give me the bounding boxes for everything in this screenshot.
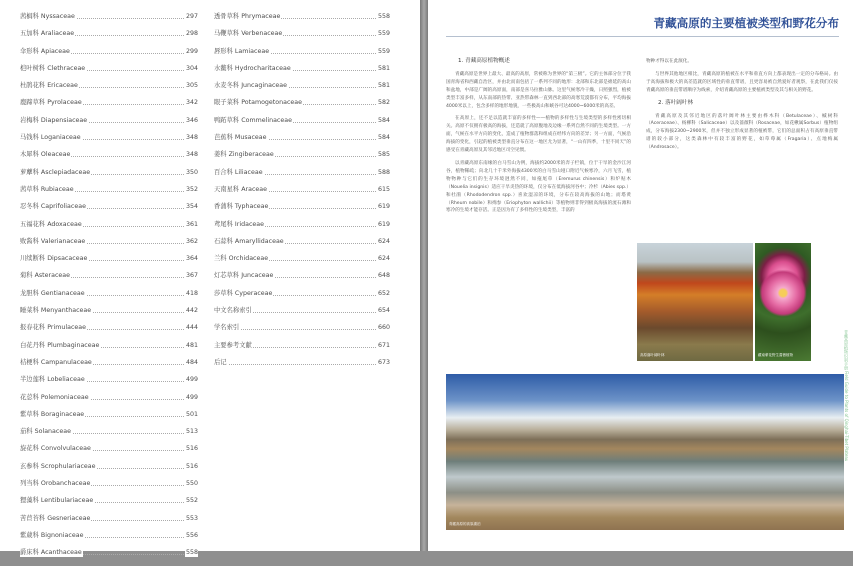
left-page <box>0 0 420 557</box>
index-entry <box>20 47 198 64</box>
index-page-number: 362 <box>185 237 198 245</box>
photo-caption: 青藏高原的高原湖泊 <box>449 522 481 526</box>
index-entry <box>20 254 198 271</box>
index-page-number: 581 <box>377 82 390 90</box>
index-entry <box>20 496 198 513</box>
paragraph: 物种才得以在此演化。 <box>646 59 692 64</box>
index-family-name: 马钱科 Loganiaceae <box>20 134 81 142</box>
index-page-number: 361 <box>185 220 198 228</box>
index-family-name: 鹿蹄草科 Pyrolaceae <box>20 99 82 107</box>
index-family-name: 兰科 Orchidaceae <box>214 255 269 263</box>
index-family-name: 半边莲科 Lobeliaceae <box>20 376 85 384</box>
index-entry <box>20 168 198 185</box>
index-family-name: 唇形科 Lamiaceae <box>214 47 270 55</box>
index-page-number: 615 <box>377 185 390 193</box>
index-family-name: 芭蕉科 Musaceae <box>214 134 267 142</box>
index-family-name: 莎草科 Cyperaceae <box>214 289 273 297</box>
index-page-number: 581 <box>377 64 390 72</box>
index-family-name: 眼子菜科 Potamogetonaceae <box>214 99 303 107</box>
index-family-name: 木犀科 Oleaceae <box>20 151 71 159</box>
index-entry <box>214 254 390 271</box>
index-entry <box>214 358 390 375</box>
index-page-number: 558 <box>377 13 390 20</box>
index-family-name: 茜草科 Rubiaceae <box>20 185 74 193</box>
index-family-name: 菊科 Asteraceae <box>20 272 71 280</box>
index-entry <box>20 531 198 548</box>
index-entry <box>20 444 198 461</box>
index-family-name: 狸藻科 Lentibulariaceae <box>20 497 94 505</box>
index-page-number: 352 <box>185 185 198 193</box>
index-family-name: 五福花科 Adoxaceae <box>20 220 82 228</box>
page-title: 青藏高原的主要植被类型和野花分布 <box>653 16 839 30</box>
index-page-number: 348 <box>185 134 198 142</box>
index-entry <box>20 29 198 46</box>
index-entry <box>20 393 198 410</box>
photo-caption: 藏南紫花野生蔷薇植物 <box>758 353 793 357</box>
index-family-name: 百合科 Liliaceae <box>214 168 263 176</box>
index-family-name: 苦苣苔科 Gesneriaceae <box>20 514 91 522</box>
index-page-number: 588 <box>377 168 390 176</box>
index-page-number: 442 <box>185 307 198 315</box>
section-heading-overview: 1. 青藏高原植物概述 <box>458 58 510 64</box>
photo-autumn-forest <box>637 243 753 361</box>
photo-mountain-lake <box>446 374 844 530</box>
index-entry <box>20 98 198 115</box>
paragraph: 以青藏高原东南缘的白马雪山为例，海拔约2000米的奔子栏镇，位于干旱的金沙江河谷，植物稀疏；向北几十千米外海拔4300米的白马雪山垭口附近气候寒冷，六月飞雪，植物物种与它们的生存环境迥然不同，如拖尾草（Eremurus chinensis）和炉贴木（Nouelia insignis）适应干旱炎热的环境，仅分布在低海拔河谷中；冷杉（Abies spp.）和杜鹃（Rhododendron spp.）喜欢湿凉的环境，分布在较高海拔的山地；而塔黄（Rheum nobile）和绵参（Eriophyton wallichii）等植物则非得到极高海拔的流石滩和寒冷的生境才能存活。正是因为有了多样性的生境类型，丰富的 <box>446 160 631 214</box>
index-page-number: 350 <box>185 168 198 176</box>
index-page-number: 660 <box>377 324 390 332</box>
index-entry <box>214 47 390 64</box>
leader-dots <box>214 364 390 365</box>
index-page-number: 553 <box>185 514 198 522</box>
side-running-text: 青藏高原植物识别手册 Field Guide to Plants of Qinghai-Tibet Plateau <box>844 330 849 462</box>
index-entry <box>20 64 198 81</box>
index-family-name: 报春花科 Primulaceae <box>20 324 87 332</box>
title-rule <box>446 36 839 37</box>
index-family-name: 茜榈科 Nyssaceae <box>20 13 75 20</box>
index-entry <box>20 271 198 288</box>
index-page-number: 354 <box>185 203 198 211</box>
index-entry <box>20 358 198 375</box>
index-family-name: 玄参科 Scrophulariaceae <box>20 462 96 470</box>
index-entry <box>214 271 390 288</box>
index-entry <box>20 202 198 219</box>
index-family-name: 岩梅科 Diapensiaceae <box>20 116 88 124</box>
index-page-number: 513 <box>185 428 198 436</box>
index-entry <box>20 237 198 254</box>
index-entry <box>20 410 198 427</box>
index-entry <box>214 64 390 81</box>
paragraph: 青藏高原及其邻近地区的落叶阔叶林主要由桦木科（Betulaceae）、槭树科（Aceraceae）、杨柳科（Salicaceae）以及蔷薇科（Rosaceae，如花楸属Sorbus）植物组成，分布海拔2300~2900米，但并不独立形成显著的植被带，它们的总面积占有高原垂直带谱的较小部分，这类森林中有较丰富的野花，如草莓属（Fragaria）、点地梅属（Androsace）。 <box>646 113 838 151</box>
index-page-number: 619 <box>377 220 390 228</box>
index-page-number: 556 <box>185 531 198 539</box>
text-column-left <box>446 58 631 220</box>
index-column-1 <box>20 12 198 566</box>
index-page-number: 297 <box>185 13 198 20</box>
index-page-number: 671 <box>377 341 390 349</box>
index-page-number: 619 <box>377 203 390 211</box>
text-column-right <box>646 58 838 157</box>
index-family-name: 中文名称索引 <box>214 307 252 315</box>
flower-blossom <box>759 269 807 317</box>
index-page-number: 298 <box>185 30 198 38</box>
paragraph: 与世界其他地区相比，青藏高原的植被在水平和垂直方向上都表现出一定的分布格局。由于高海拔和极大的高差造就的区域性的垂直带谱，且更容易被自然爱好者观察，在此我们仅按青藏高原的垂直带谱顺序为线索，介绍青藏高原的主要植被类型及其与相关的野花。 <box>646 71 838 93</box>
index-page-number: 481 <box>185 341 198 349</box>
section-heading-deciduous: 2. 落叶阔叶林 <box>658 99 694 106</box>
index-family-name: 川续断科 Dipsacaceae <box>20 255 88 263</box>
index-page-number: 584 <box>377 116 390 124</box>
index-entry <box>214 237 390 254</box>
index-entry <box>214 116 390 133</box>
index-entry <box>20 185 198 202</box>
index-family-name: 败酱科 Valerianaceae <box>20 237 86 245</box>
index-entry <box>214 289 390 306</box>
right-page <box>428 0 853 551</box>
index-entry <box>214 306 390 323</box>
index-family-name: 花荵科 Polemoniaceae <box>20 393 89 401</box>
index-page-number: 499 <box>185 376 198 384</box>
photo-caption: 高原落叶阔叶林 <box>640 353 665 357</box>
index-entry <box>20 133 198 150</box>
index-family-name: 杜鹃花科 Ericaceae <box>20 82 78 90</box>
index-entry <box>20 341 198 358</box>
index-entry <box>214 133 390 150</box>
index-entry <box>214 12 390 29</box>
index-page-number: 654 <box>377 307 390 315</box>
index-family-name: 天南星科 Araceae <box>214 185 268 193</box>
index-page-number: 624 <box>377 255 390 263</box>
index-family-name: 紫葳科 Bignoniaceae <box>20 531 84 539</box>
index-page-number: 624 <box>377 237 390 245</box>
book-gutter <box>420 0 428 551</box>
index-family-name: 萝藦科 Asclepiadaceae <box>20 168 91 176</box>
index-family-name: 桔梗科 Campanulaceae <box>20 358 92 366</box>
index-page-number: 346 <box>185 116 198 124</box>
index-entry <box>20 220 198 237</box>
index-page-number: 652 <box>377 289 390 297</box>
index-page-number: 584 <box>377 134 390 142</box>
index-page-number: 559 <box>377 47 390 55</box>
index-family-name: 透骨草科 Phrymaceae <box>214 13 281 20</box>
index-entry <box>20 427 198 444</box>
index-entry <box>20 375 198 392</box>
index-page-number: 305 <box>185 82 198 90</box>
index-entry <box>20 12 198 29</box>
index-entry <box>214 81 390 98</box>
index-family-name: 香蒲科 Typhaceae <box>214 203 269 211</box>
index-family-name: 石蒜科 Amaryllidaceae <box>214 237 284 245</box>
paragraph: 青藏高原是世界上最大、最高的高原，常被称为世界的“第三极”。它的主体部分位于我国青海省和西藏自治区，并由北而南包括了一系列不同的地形：北部和东北部是绵延的高山和盆地，中部是广阔的高原面，南部是喜马拉雅山脉。这里气候寒冷干燥，日照强烈，植被类型丰富多样，从东南部的热带、亚热带森林一直到西北部的高寒荒漠都有分布，平均海拔4000米以上，包含多样的地形地貌，一些极高山和峡谷可达4000~6000米的高差。 <box>446 71 631 109</box>
index-page-number: 582 <box>377 99 390 107</box>
index-entry <box>214 150 390 167</box>
index-entry <box>214 220 390 237</box>
index-entry <box>20 323 198 340</box>
index-entry <box>20 150 198 167</box>
index-family-name: 桤叶树科 Clethraceae <box>20 64 86 72</box>
index-page-number: 367 <box>185 272 198 280</box>
index-entry <box>20 514 198 531</box>
index-family-name: 灯芯草科 Juncaceae <box>214 272 274 280</box>
index-page-number: 558 <box>185 549 198 557</box>
index-entry <box>20 306 198 323</box>
index-page-number: 418 <box>185 289 198 297</box>
index-page-number: 673 <box>377 358 390 366</box>
index-page-number: 516 <box>185 445 198 453</box>
index-page-number: 648 <box>377 272 390 280</box>
index-family-name: 爵床科 Acanthaceae <box>20 549 82 557</box>
index-entry <box>214 168 390 185</box>
index-family-name: 茄科 Solanaceae <box>20 428 71 436</box>
leader-dots <box>214 329 390 330</box>
index-page-number: 585 <box>377 151 390 159</box>
index-family-name: 鸢尾科 Iridaceae <box>214 220 265 228</box>
index-family-name: 马鞭草科 Verbenaceae <box>214 30 283 38</box>
index-page-number: 342 <box>185 99 198 107</box>
index-family-name: 后记 <box>214 358 227 366</box>
index-page-number: 364 <box>185 255 198 263</box>
index-family-name: 紫草科 Boraginaceae <box>20 410 85 418</box>
index-entry <box>20 116 198 133</box>
index-family-name: 睡菜科 Menyanthaceae <box>20 307 92 315</box>
index-entry <box>214 29 390 46</box>
index-entry <box>20 289 198 306</box>
index-entry <box>20 548 198 565</box>
index-page-number: 550 <box>185 480 198 488</box>
paragraph: 在高原上，还不足以造就丰富的多样性——植物的多样性与生境类型的多样性密切相关。高原不仅拥有极高的海拔，还造就了高原腹地及边缘一系列自然不同的生境类型。一方面，气候在水平方向的变化，造成了植物群落和组成在经纬方向的差异；另一方面，气候沿海拔的变化，引起的植被类型垂直分布在这一地区尤为显著，“一山有四季，十里不同天”的感受在青藏高原及其邻近地区司空见惯。 <box>446 116 631 154</box>
index-family-name: 忍冬科 Caprifoliaceae <box>20 203 86 211</box>
index-page-number: 484 <box>185 358 198 366</box>
index-family-name: 五加科 Araliaceae <box>20 30 75 38</box>
index-family-name: 学名索引 <box>214 324 240 332</box>
index-entry <box>214 98 390 115</box>
index-family-name: 列当科 Orobanchaceae <box>20 480 91 488</box>
index-entry <box>20 479 198 496</box>
index-page-number: 299 <box>185 47 198 55</box>
index-entry <box>214 341 390 358</box>
index-page-number: 559 <box>377 30 390 38</box>
index-page-number: 444 <box>185 324 198 332</box>
index-page-number: 516 <box>185 462 198 470</box>
index-family-name: 姜科 Zingiberaceae <box>214 151 274 159</box>
index-entry <box>20 81 198 98</box>
index-family-name: 龙胆科 Gentianaceae <box>20 289 85 297</box>
index-family-name: 伞形科 Apiaceae <box>20 47 70 55</box>
index-entry <box>214 185 390 202</box>
index-page-number: 501 <box>185 410 198 418</box>
index-family-name: 鸭跖草科 Commelinaceae <box>214 116 292 124</box>
index-entry <box>214 202 390 219</box>
index-family-name: 旋花科 Convolvulaceae <box>20 445 91 453</box>
index-family-name: 水鳖科 Hydrocharitaceae <box>214 64 291 72</box>
index-family-name: 主要参考文献 <box>214 341 252 349</box>
index-entry <box>214 323 390 340</box>
index-page-number: 552 <box>185 497 198 505</box>
index-page-number: 348 <box>185 151 198 159</box>
index-page-number: 304 <box>185 64 198 72</box>
index-page-number: 499 <box>185 393 198 401</box>
photo-pink-flower <box>755 243 811 361</box>
index-family-name: 水麦冬科 Juncaginaceae <box>214 82 288 90</box>
index-column-2 <box>214 12 390 375</box>
index-entry <box>20 462 198 479</box>
index-family-name: 白花丹科 Plumbaginaceae <box>20 341 100 349</box>
